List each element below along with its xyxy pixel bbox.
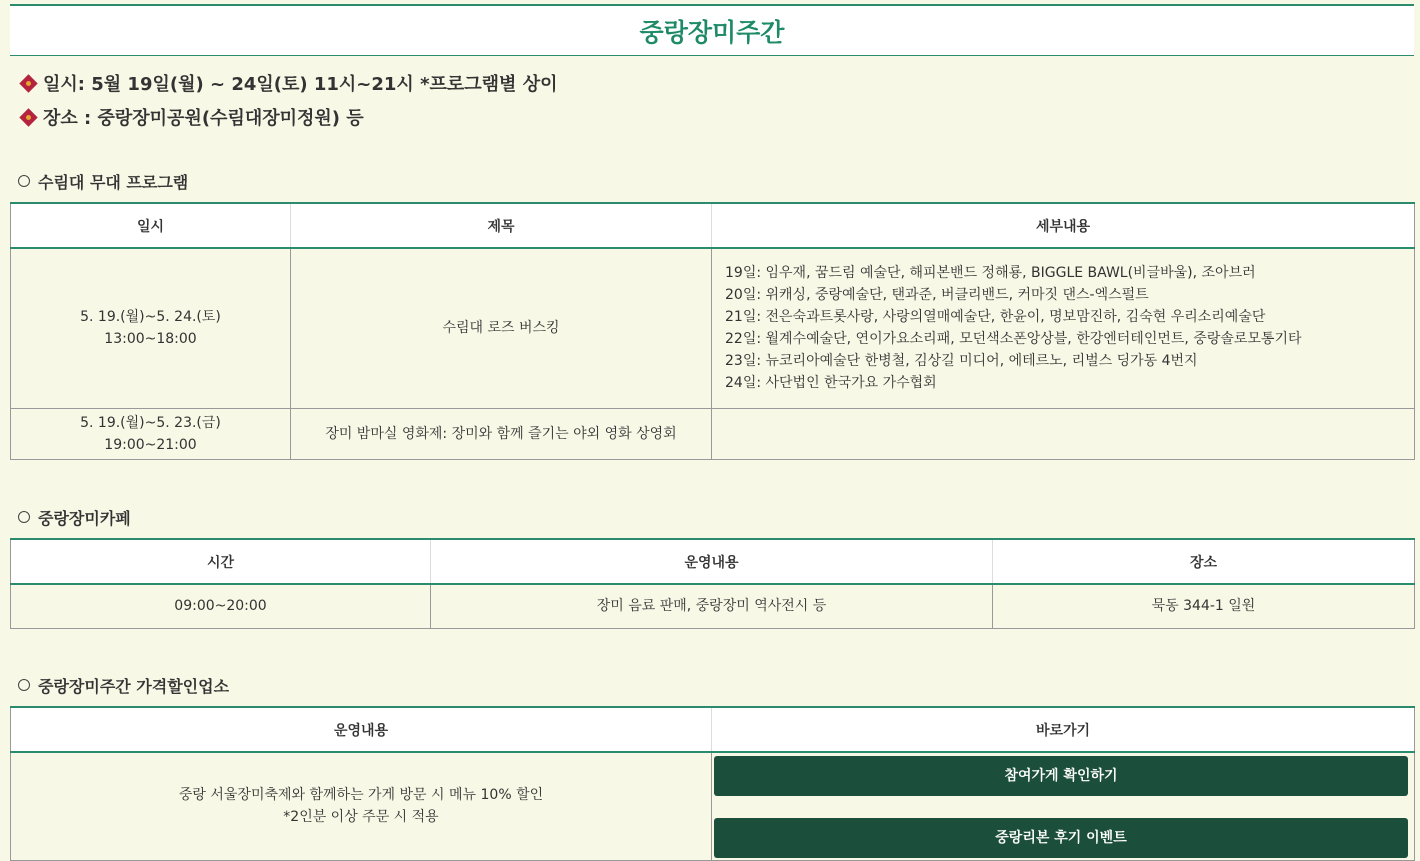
discount-header-content: 운영내용 [11, 707, 712, 752]
page-title: 중랑장미주간 [639, 17, 785, 47]
stage-row2-title: 장미 밤마실 영화제: 장미와 함께 즐기는 야외 영화 상영회 [291, 408, 712, 459]
table-row [11, 752, 1415, 860]
section-heading-stage-text: 수림대 무대 프로그램 [38, 172, 189, 192]
stage-header-title: 제목 [291, 203, 712, 248]
diamond-bullet-icon [19, 74, 37, 92]
discount-content: 중랑 서울장미축제와 함께하는 가게 방문 시 메뉴 10% 할인 *2인분 이상 주문 시 적용 [11, 752, 712, 860]
discount-links [712, 752, 1415, 860]
section-heading-discount-text: 중랑장미주간 가격할인업소 [38, 676, 230, 696]
stage-row2-date: 5. 19.(월)~5. 23.(금) 19:00~21:00 [11, 408, 291, 459]
section-heading-cafe-text: 중랑장미카페 [38, 508, 131, 528]
table-row [11, 248, 1415, 408]
stage-header-date: 일시 [11, 203, 291, 248]
info-datetime [18, 69, 557, 97]
review-event-button[interactable]: 중랑리본 후기 이벤트 [714, 818, 1408, 858]
cafe-content: 장미 음료 판매, 중랑장미 역사전시 등 [431, 584, 993, 628]
cafe-header-content: 운영내용 [431, 539, 993, 584]
discount-table [10, 706, 1415, 861]
circle-icon [18, 511, 30, 523]
stage-table [10, 202, 1415, 460]
page-title-bar [10, 4, 1414, 56]
section-heading-cafe [18, 505, 131, 529]
circle-icon [18, 175, 30, 187]
section-heading-stage [18, 169, 188, 193]
circle-icon [18, 679, 30, 691]
stage-row1-details: 19일: 임우재, 꿈드림 예술단, 해피본밴드 정해룡, BIGGLE BAWL(비글바울), 조아브러 20일: 위캐싱, 중랑예술단, 탠과준, 버클리밴드, 커마짓 댄스-엑스펄트 21일: 전은숙과트롯사랑, 사랑의열매예술단, 한윤이, 명보맘진하, 김숙현 우리소리예술단 22일: 월계수예술단, 연이가요소리패, 모던색소폰앙상블, 한강엔터테인먼트, 중랑솔로모통기타 23일: 뉴코리아예술단 한병철, 김상길 미디어, 에테르노, 리벌스 딩가동 4번지 24일: 사단법인 한국가요 가수협회 [712, 248, 1415, 408]
table-row [11, 584, 1415, 628]
info-datetime-text: 일시: 5월 19일(월) ~ 24일(토) 11시~21시 *프로그램별 상이 [43, 74, 558, 95]
diamond-bullet-icon [19, 108, 37, 126]
cafe-header-place: 장소 [993, 539, 1415, 584]
table-row [11, 408, 1415, 459]
info-place [18, 103, 364, 131]
cafe-header-time: 시간 [11, 539, 431, 584]
discount-header-links: 바로가기 [712, 707, 1415, 752]
info-place-text: 장소 : 중랑장미공원(수림대장미정원) 등 [43, 108, 364, 129]
stage-row1-date: 5. 19.(월)~5. 24.(토) 13:00~18:00 [11, 248, 291, 408]
check-participating-stores-button[interactable]: 참여가게 확인하기 [714, 756, 1408, 796]
section-heading-discount [18, 673, 229, 697]
cafe-time: 09:00~20:00 [11, 584, 431, 628]
cafe-table [10, 538, 1415, 629]
stage-row2-details [712, 408, 1415, 459]
cafe-place: 묵동 344-1 일원 [993, 584, 1415, 628]
stage-header-details: 세부내용 [712, 203, 1415, 248]
stage-row1-title: 수림대 로즈 버스킹 [291, 248, 712, 408]
